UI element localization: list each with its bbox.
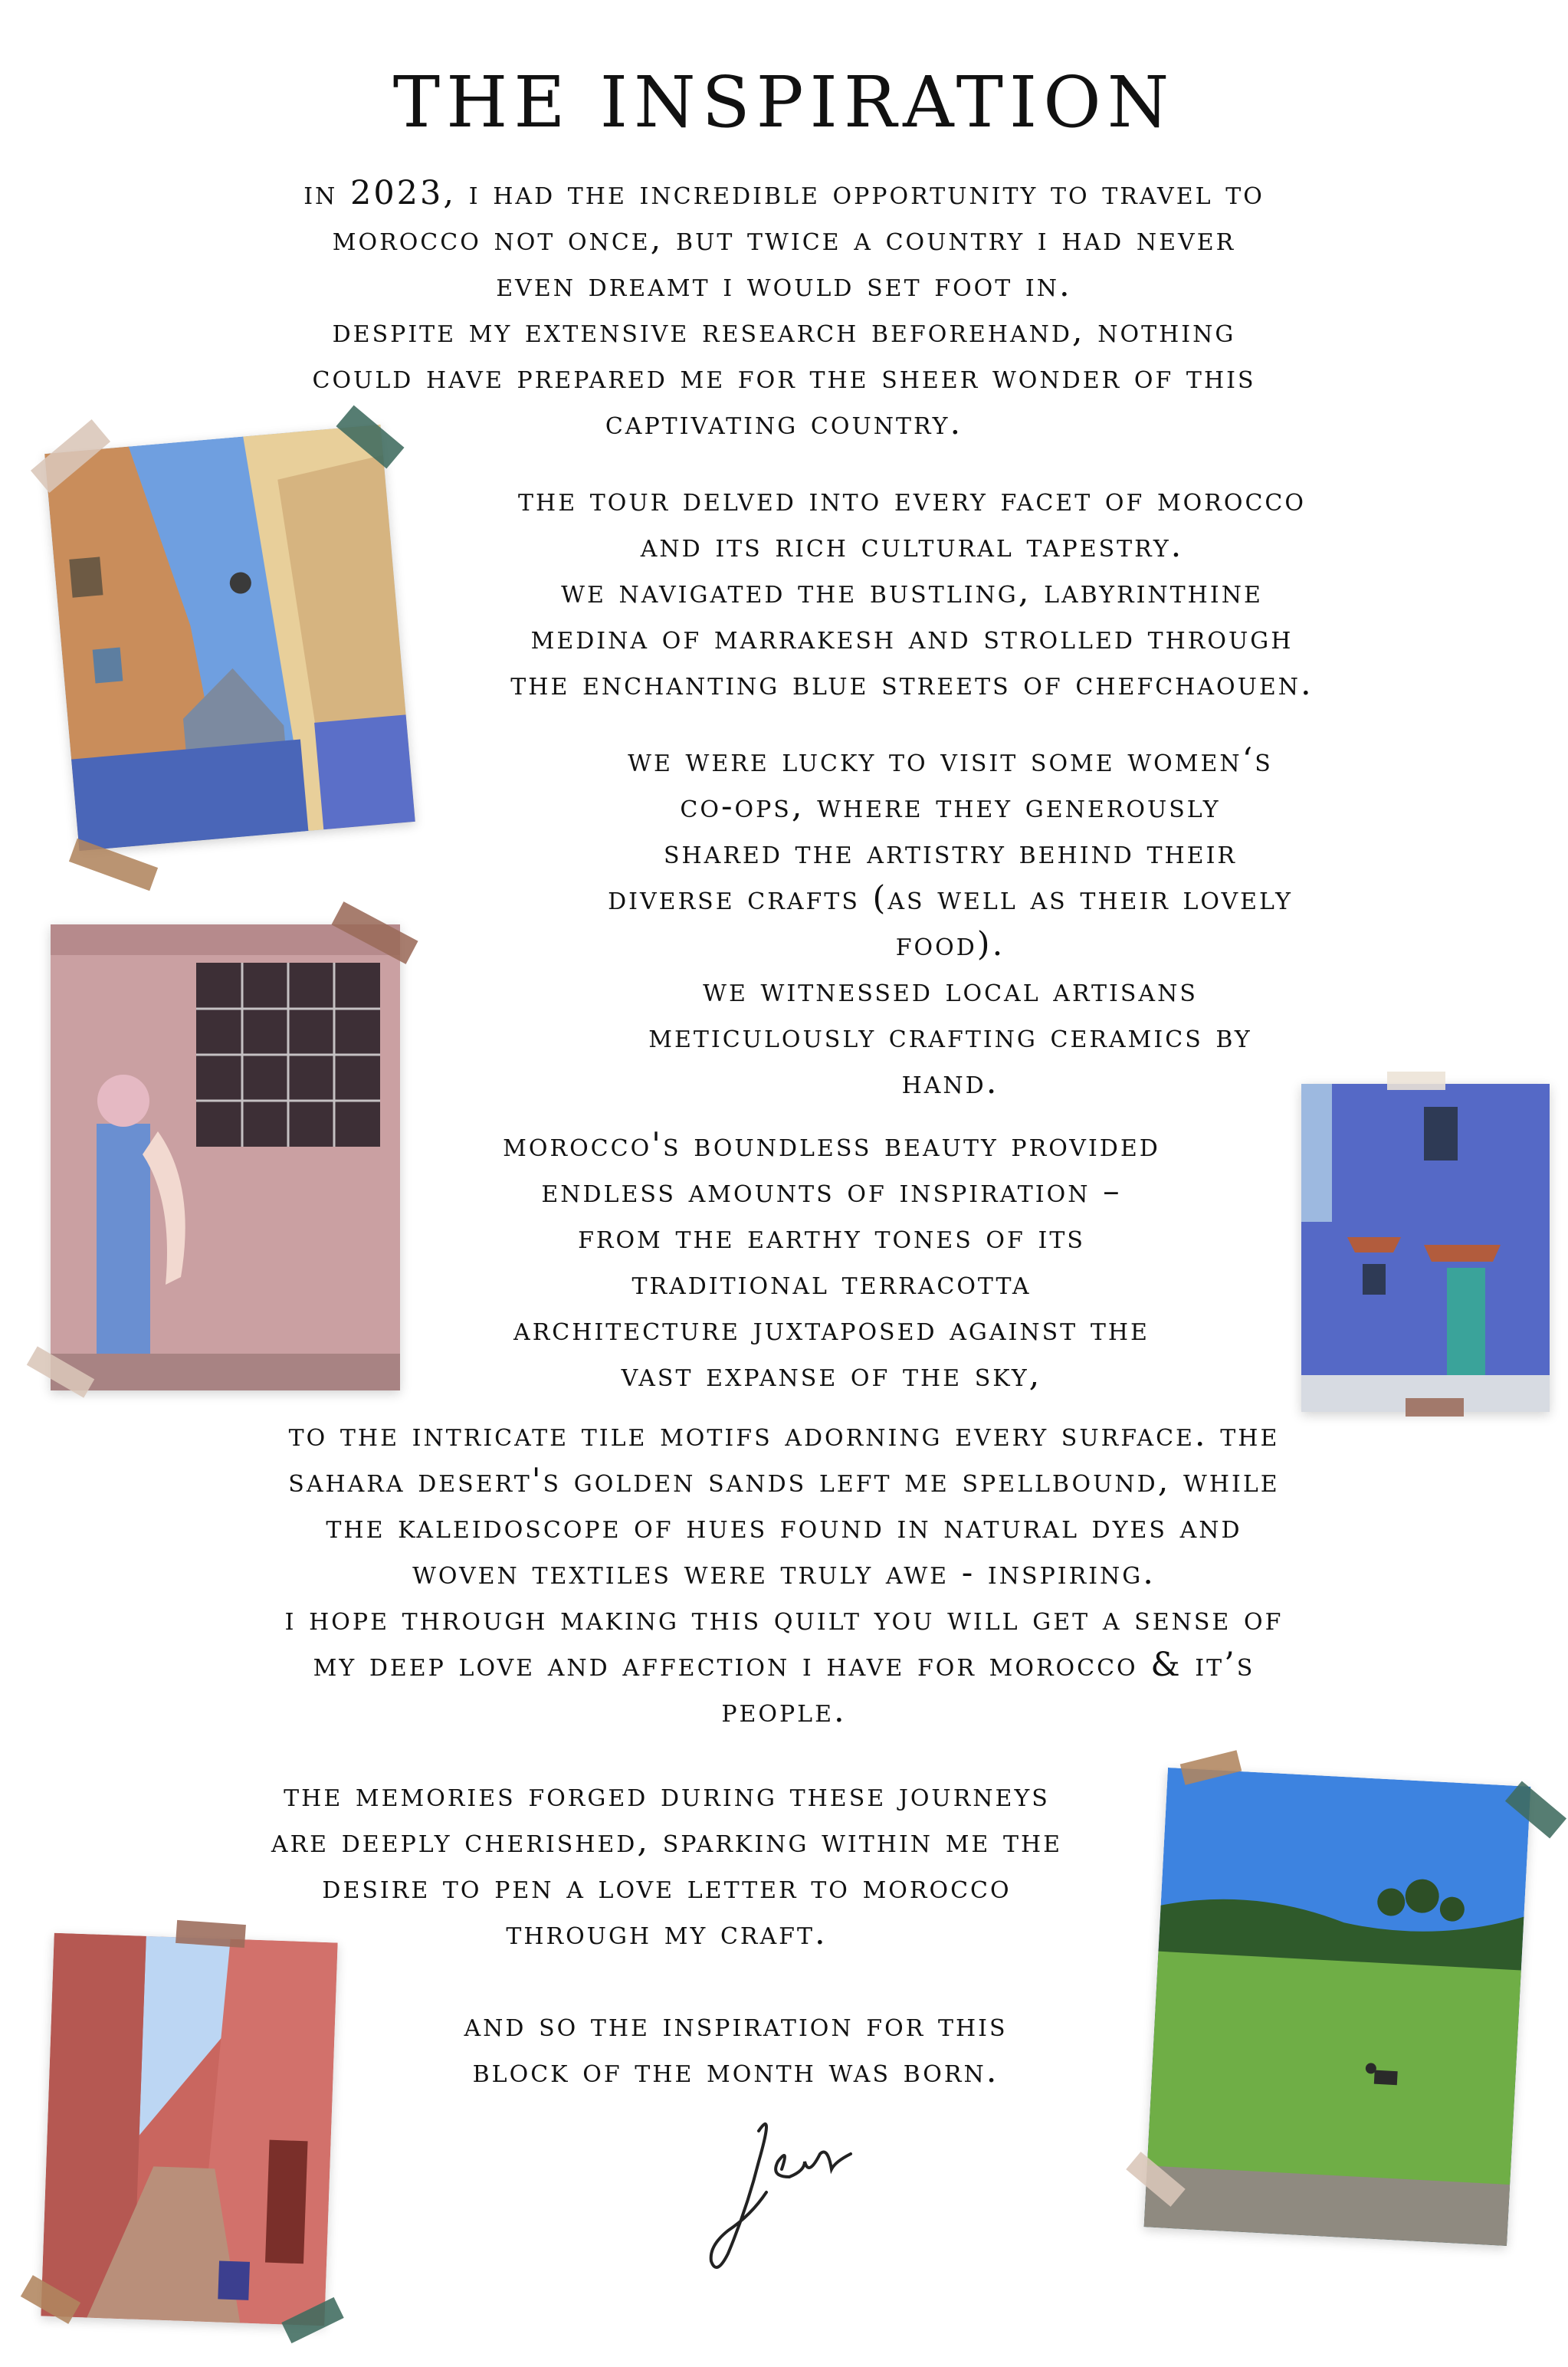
text-line: are deeply cherished, sparking within me the (271, 1822, 1063, 1860)
text-line: woven textiles were truly awe - inspiring. (412, 1554, 1156, 1592)
text-line: in 2023, i had the incredible opportunity to travel to (303, 174, 1265, 212)
text-line: i hope through making this quilt you will get a sense of (284, 1600, 1284, 1638)
text-line: co-ops, where they generously (680, 787, 1221, 826)
signature (674, 2100, 874, 2284)
text-line: morocco not once, but twice a country i had never (332, 220, 1236, 258)
paragraph-coops (506, 737, 1395, 1105)
text-line: we witnessed local artisans (703, 971, 1198, 1010)
photo-green-field (1144, 1768, 1531, 2246)
text-line: we were lucky to visit some women‘s (628, 741, 1273, 780)
text-line: shared the artistry behind their (663, 833, 1238, 872)
photo-red-alley (41, 1933, 337, 2326)
text-line: the enchanting blue streets of chefchaouen. (510, 665, 1314, 703)
text-line: from the earthy tones of its (578, 1218, 1085, 1256)
paragraph-beauty (391, 1122, 1272, 1398)
text-line: vast expanse of the sky, (621, 1356, 1042, 1394)
text-line: food). (895, 925, 1005, 964)
text-line: even dreamt i would set foot in. (496, 266, 1072, 304)
paragraph-tour (399, 477, 1425, 707)
photo-womens-coop (51, 924, 400, 1390)
text-line: morocco's boundless beauty provided (503, 1126, 1160, 1164)
text-line: the memories forged during these journeys (284, 1776, 1050, 1814)
text-line: meticulously crafting ceramics by (648, 1017, 1252, 1055)
text-line: and its rich cultural tapestry. (640, 527, 1184, 565)
text-line: people. (721, 1692, 847, 1730)
text-line: block of the month was born. (472, 2052, 999, 2090)
text-line: and so the inspiration for this (464, 2006, 1008, 2044)
text-line: despite my extensive research beforehand, nothing (332, 312, 1236, 350)
text-line: the kaleidoscope of hues found in natural dyes and (326, 1508, 1242, 1546)
text-line: we navigated the bustling, labyrinthine (561, 573, 1263, 611)
text-line: could have prepared me for the sheer wonder of this (312, 358, 1256, 396)
tape-strip (175, 1920, 246, 1948)
tape-strip (1406, 1398, 1464, 1417)
text-line: medina of marrakesh and strolled through (530, 619, 1294, 657)
photo-chefchaouen-alley (44, 425, 415, 851)
text-line: to the intricate tile motifs adorning every surface. the (288, 1416, 1280, 1454)
text-line: traditional terracotta (631, 1264, 1032, 1302)
text-line: hand. (901, 1063, 999, 1101)
text-line: through my craft. (506, 1914, 828, 1952)
text-line: diverse crafts (as well as their lovely (608, 879, 1293, 918)
photo-blue-house (1301, 1084, 1550, 1412)
paragraph-closing (322, 2002, 1150, 2094)
paragraph-tiles (140, 1412, 1428, 1734)
page-title: THE INSPIRATION (392, 61, 1176, 143)
text-line: the tour delved into every facet of morocco (518, 481, 1306, 519)
text-line: endless amounts of inspiration – (541, 1172, 1122, 1210)
text-line: sahara desert's golden sands left me spellbound, while (288, 1462, 1280, 1500)
text-line: desire to pen a love letter to morocco (322, 1868, 1012, 1906)
text-line: my deep love and affection i have for morocco & it’s (313, 1646, 1255, 1684)
paragraph-memories (169, 1772, 1165, 1956)
tape-strip (1387, 1072, 1445, 1090)
text-line: architecture juxtaposed against the (513, 1310, 1150, 1348)
paragraph-intro (171, 170, 1397, 446)
text-line: captivating country. (605, 404, 963, 442)
